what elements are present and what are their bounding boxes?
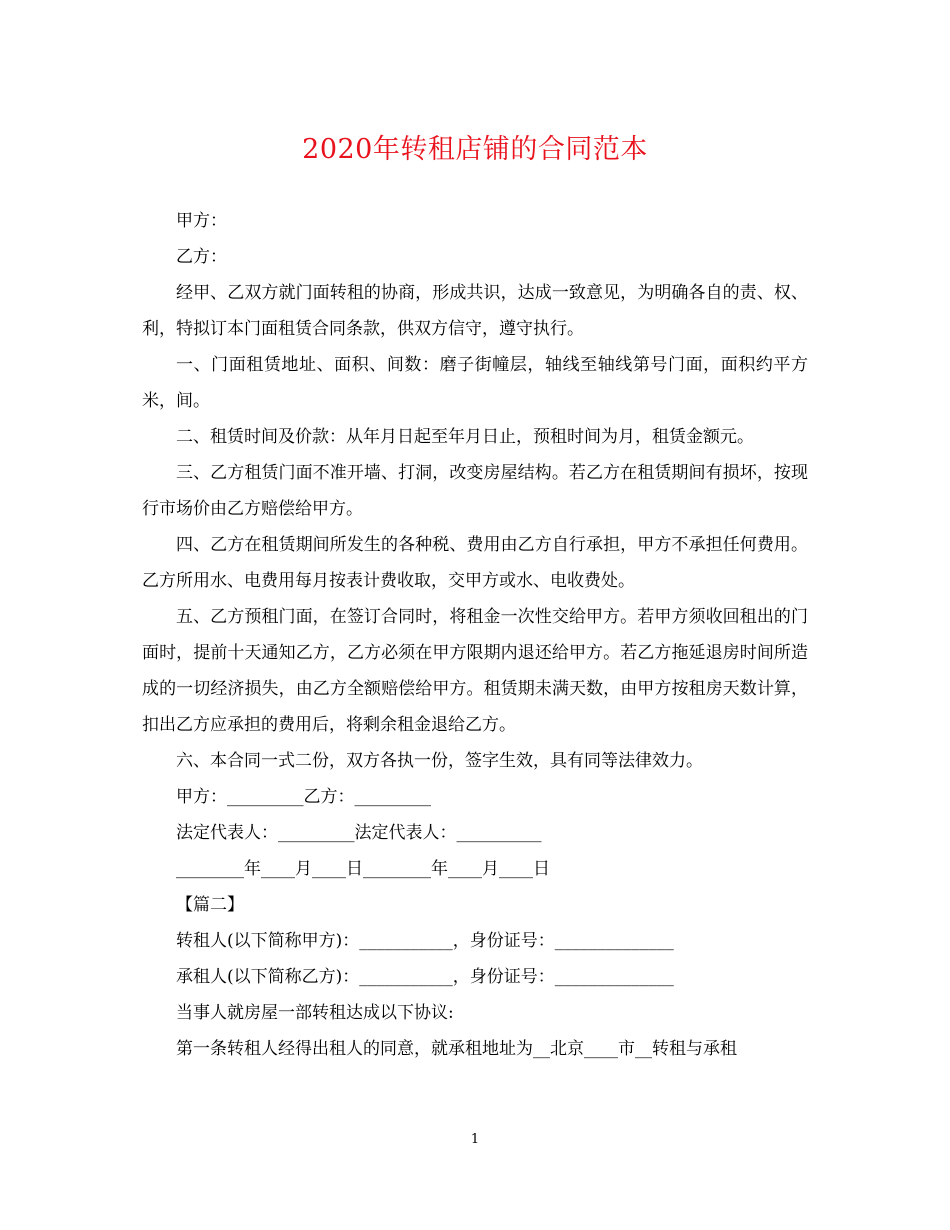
paragraph-clause-2: 二、租赁时间及价款：从年月日起至年月日止，预租时间为月，租赁金额元。	[176, 427, 754, 447]
paragraph-sublessee: 承租人(以下简称乙方)：___________，身份证号：______________	[176, 967, 674, 987]
page-number: 1	[470, 1132, 480, 1147]
signature-representatives-line: 法定代表人：_________法定代表人：__________	[176, 823, 542, 843]
document-body	[142, 203, 808, 1067]
paragraph-clause-6: 六、本合同一式二份，双方各执一份，签字生效，具有同等法律效力。	[176, 751, 703, 771]
paragraph-party-a: 甲方：	[176, 211, 227, 231]
paragraph-clause-4: 四、乙方在租赁期间所发生的各种税、费用由乙方自行承担，甲方不承担任何费用。乙方所用水、电费用每月按表计费收取，交甲方或水、电收费处。	[142, 535, 808, 591]
paragraph-clause-3: 三、乙方租赁门面不准开墙、打洞，改变房屋结构。若乙方在租赁期间有损坏，按现行市场价由乙方赔偿给甲方。	[142, 463, 808, 519]
paragraph-sublessor: 转租人(以下简称甲方)：___________，身份证号：______________	[176, 931, 674, 951]
signature-date-line: ________年____月____日________年____月____日	[176, 859, 550, 879]
paragraph-agreement-intro: 当事人就房屋一部转租达成以下协议:	[176, 1003, 454, 1023]
paragraph-article-1: 第一条转租人经得出租人的同意，就承租地址为__北京____市__转租与承租	[176, 1039, 737, 1059]
signature-parties-line: 甲方：_________乙方：_________	[176, 787, 431, 807]
paragraph-clause-5: 五、乙方预租门面，在签订合同时，将租金一次性交给甲方。若甲方须收回租出的门面时，提前十天通知乙方，乙方必须在甲方限期内退还给甲方。若乙方拖延退房时间所造成的一切经济损失，由乙方全额赔偿给甲方。租赁期未满天数，由甲方按租房天数计算，扣出乙方应承担的费用后，将剩余租金退给乙方。	[142, 607, 808, 735]
section-heading-part-two: 【篇二】	[176, 895, 244, 915]
paragraph-party-b: 乙方：	[176, 247, 227, 267]
paragraph-clause-1: 一、门面租赁地址、面积、间数：磨子街幢层，轴线至轴线第号门面，面积约平方米，间。	[142, 355, 808, 411]
paragraph-intro: 经甲、乙双方就门面转租的协商，形成共识，达成一致意见，为明确各自的责、权、利，特拟订本门面租赁合同条款，供双方信守，遵守执行。	[142, 283, 808, 339]
document-title: 2020年转租店铺的合同范本	[302, 134, 648, 165]
